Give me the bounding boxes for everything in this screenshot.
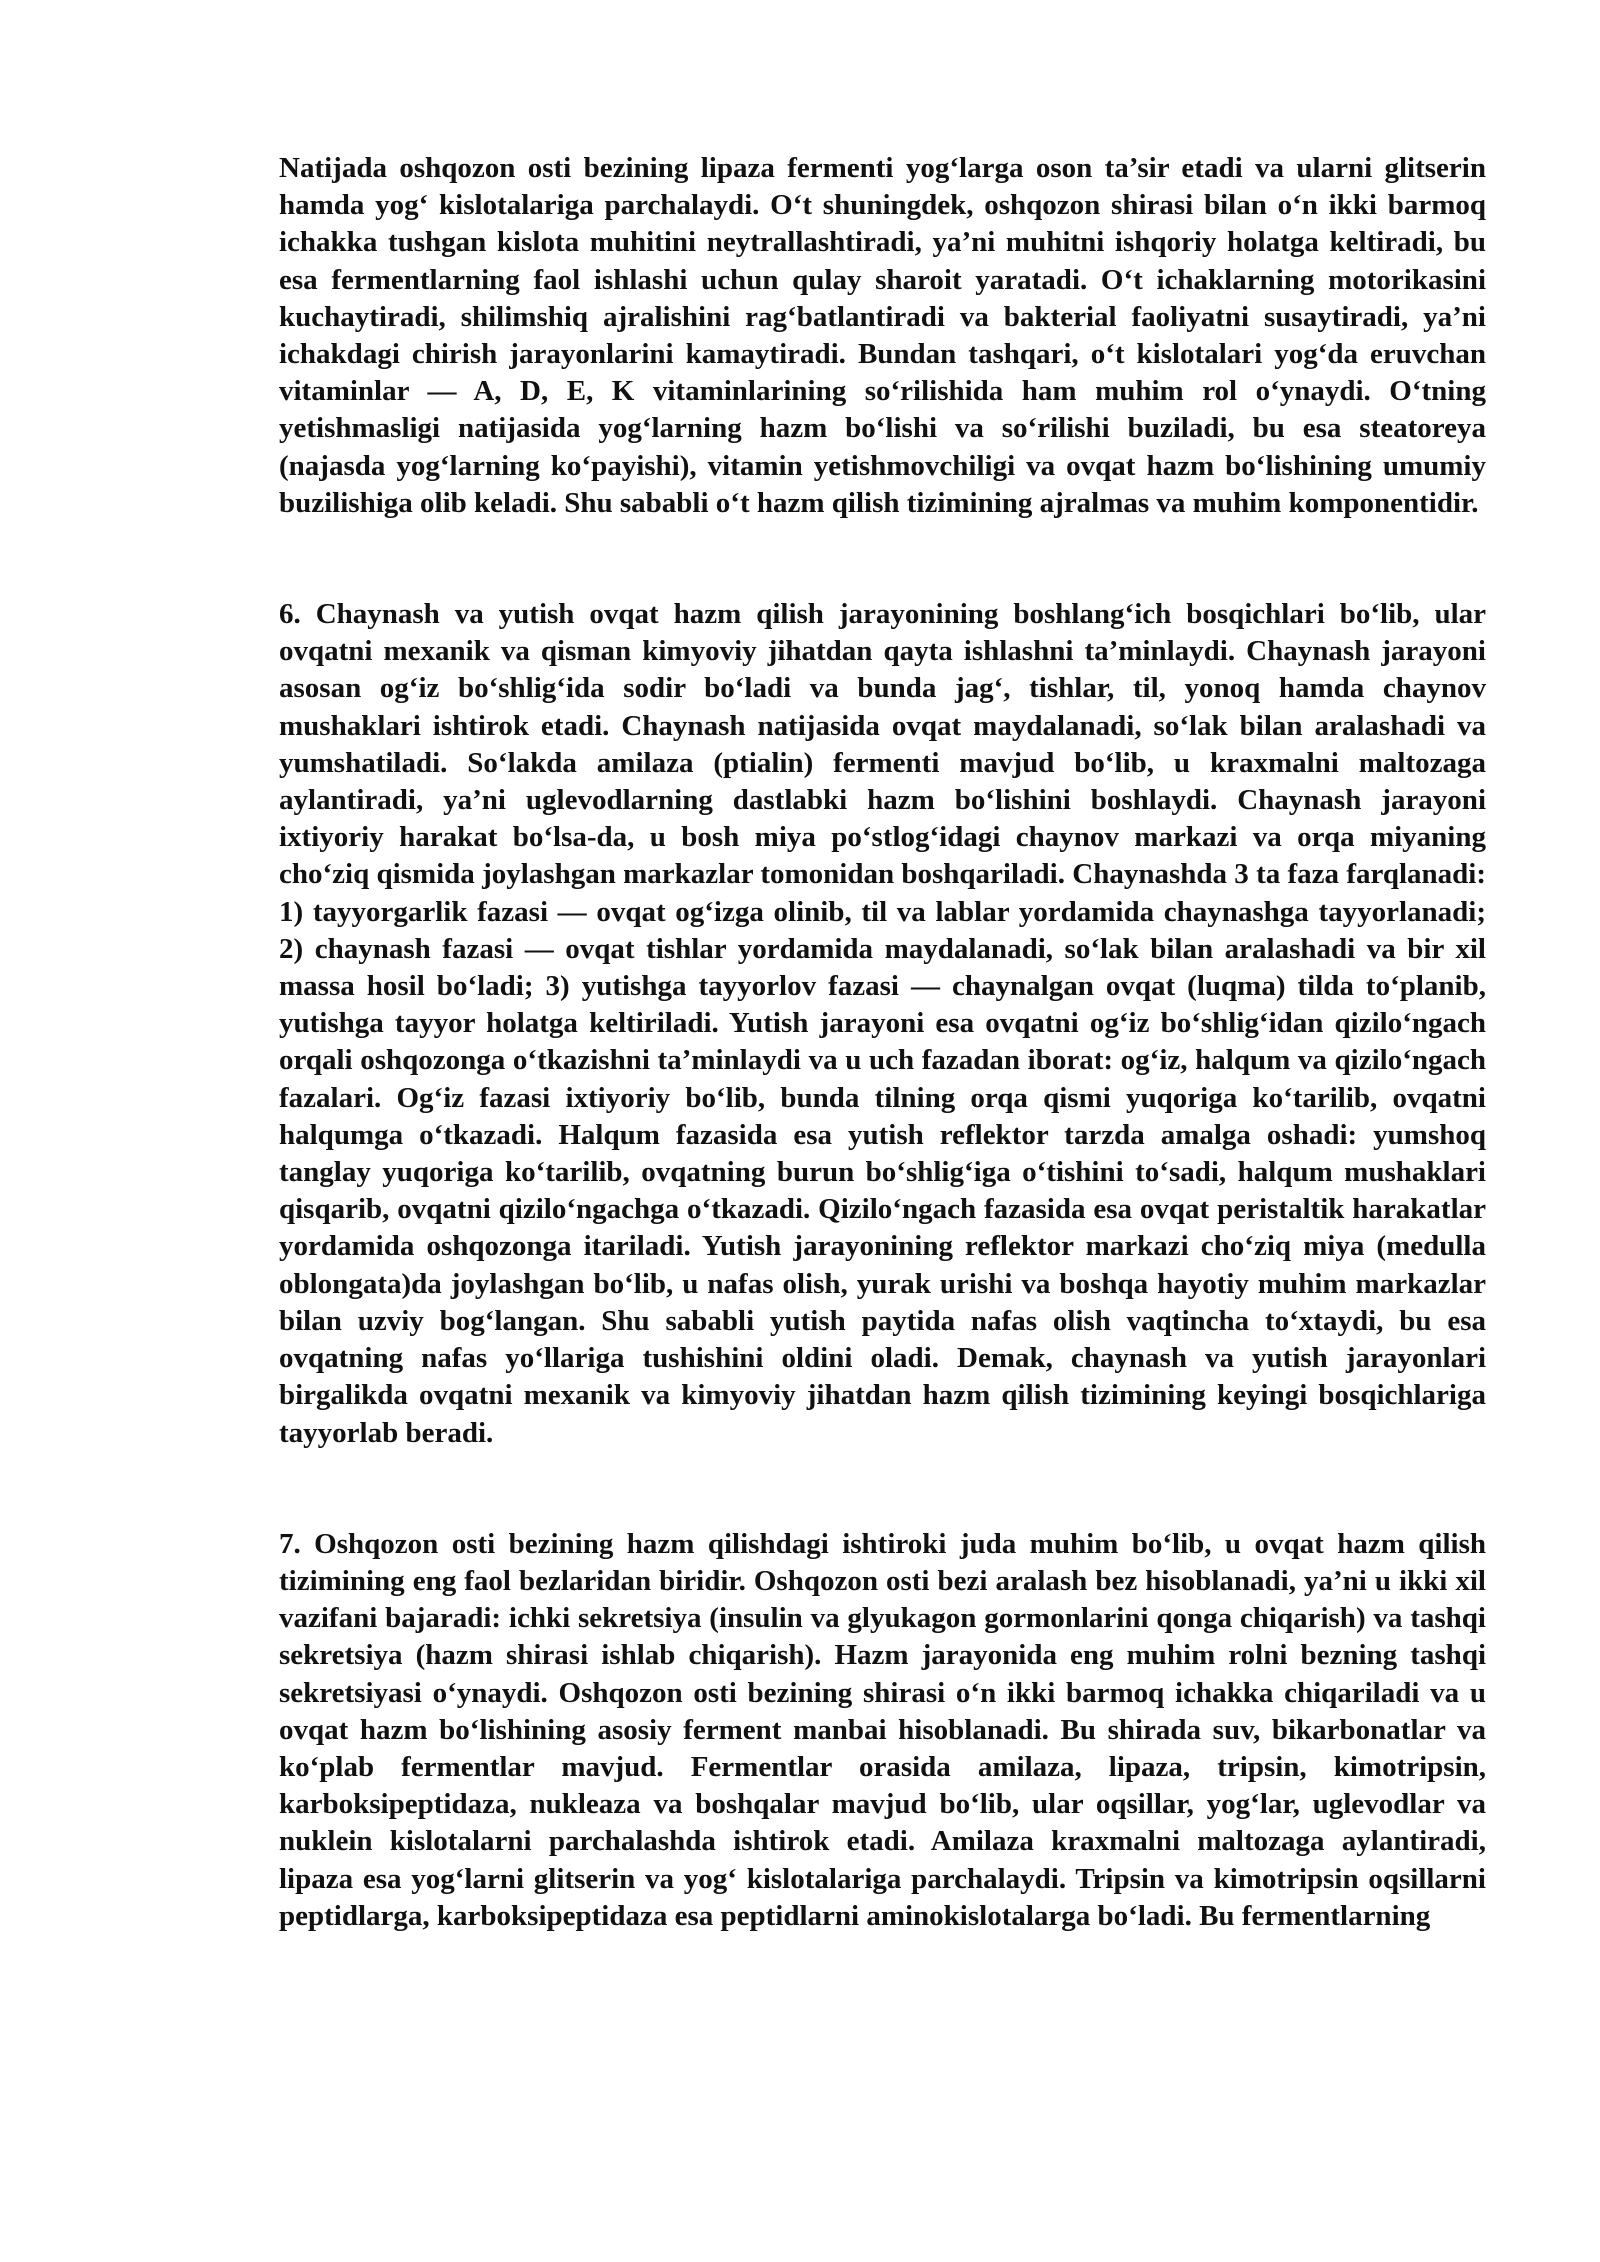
paragraph-pancreas: 7. Oshqozon osti bezining hazm qilishdagi ishtiroki juda muhim bo‘lib, u ovqat hazm qilish tizimining eng faol bezlaridan biridir. Oshqozon osti bezi aralash bez hisoblanadi, ya’ni u ikki xil vazifani bajaradi: ichki sekretsiya (insulin va glyukagon gormonlarini qonga chiqarish) va tashqi sekretsiya (hazm shirasi ishlab chiqarish). Hazm jarayonida eng muhim rolni bezning tashqi sekretsiyasi o‘ynaydi. Oshqozon osti bezining shirasi o‘n ikki barmoq ichakka chiqariladi va u ovqat hazm bo‘lishining asosiy ferment manbai hisoblanadi. Bu shirada suv, bikarbonatlar va ko‘plab fermentlar mavjud. Fermentlar orasida amilaza, lipaza, tripsin, kimotripsin, karboksipeptidaza, nukleaza va boshqalar mavjud bo‘lib, ular oqsillar, yog‘lar, uglevodlar va nuklein kislotalarni parchalashda ishtirok etadi. Amilaza kraxmalni maltozaga aylantiradi, lipaza esa yog‘larni glitserin va yog‘ kislotalariga parchalaydi. Tripsin va kimotripsin oqsillarni peptidlarga, karboksipeptidaza esa peptidlarni aminokislotalarga bo‘ladi. Bu fermentlarning	[279, 1527, 1486, 1932]
paragraph-bile-function: Natijada oshqozon osti bezining lipaza fermenti yog‘larga oson ta’sir etadi va ularni glitserin hamda yog‘ kislotalariga parchalaydi. O‘t shuningdek, oshqozon shirasi bilan o‘n ikki barmoq ichakka tushgan kislota muhitini neytrallashtiradi, ya’ni muhitni ishqoriy holatga keltiradi, bu esa fermentlarning faol ishlashi uchun qulay sharoit yaratadi. O‘t ichaklarning motorikasini kuchaytiradi, shilimshiq ajralishini rag‘batlantiradi va bakterial faoliyatni susaytiradi, ya’ni ichakdagi chirish jarayonlarini kamaytiradi. Bundan tashqari, o‘t kislotalari yog‘da eruvchan vitaminlar — A, D, E, K vitaminlarining so‘rilishida ham muhim rol o‘ynaydi. O‘tning yetishmasligi natijasida yog‘larning hazm bo‘lishi va so‘rilishi buziladi, bu esa steatoreya (najasda yog‘larning ko‘payishi), vitamin yetishmovchiligi va ovqat hazm bo‘lishining umumiy buzilishiga olib keladi. Shu sababli o‘t hazm qilish tizimining ajralmas va muhim komponentidir.	[279, 152, 1486, 519]
paragraph-chewing-swallowing: 6. Chaynash va yutish ovqat hazm qilish jarayonining boshlang‘ich bosqichlari bo‘lib, ular ovqatni mexanik va qisman kimyoviy jihatdan qayta ishlashni ta’minlaydi. Chaynash jarayoni asosan og‘iz bo‘shlig‘ida sodir bo‘ladi va bunda jag‘, tishlar, til, yonoq hamda chaynov mushaklari ishtirok etadi. Chaynash natijasida ovqat maydalanadi, so‘lak bilan aralashadi va yumshatiladi. So‘lakda amilaza (ptialin) fermenti mavjud bo‘lib, u kraxmalni maltozaga aylantiradi, ya’ni uglevodlarning dastlabki hazm bo‘lishini boshlaydi. Chaynash jarayoni ixtiyoriy harakat bo‘lsa-da, u bosh miya po‘stlog‘idagi chaynov markazi va orqa miyaning cho‘ziq qismida joylashgan markazlar tomonidan boshqariladi. Chaynashda 3 ta faza farqlanadi: 1) tayyorgarlik fazasi — ovqat og‘izga olinib, til va lablar yordamida chaynashga tayyorlanadi; 2) chaynash fazasi — ovqat tishlar yordamida maydalanadi, so‘lak bilan aralashadi va bir xil massa hosil bo‘ladi; 3) yutishga tayyorlov fazasi — chaynalgan ovqat (luqma) tilda to‘planib, yutishga tayyor holatga keltiriladi. Yutish jarayoni esa ovqatni og‘iz bo‘shlig‘idan qizilo‘ngach orqali oshqozonga o‘tkazishni ta’minlaydi va u uch fazadan iborat: og‘iz, halqum va qizilo‘ngach fazalari. Og‘iz fazasi ixtiyoriy bo‘lib, bunda tilning orqa qismi yuqoriga ko‘tarilib, ovqatni halqumga o‘tkazadi. Halqum fazasida esa yutish reflektor tarzda amalga oshadi: yumshoq tanglay yuqoriga ko‘tarilib, ovqatning burun bo‘shlig‘iga o‘tishini to‘sadi, halqum mushaklari qisqarib, ovqatni qizilo‘ngachga o‘tkazadi. Qizilo‘ngach fazasida esa ovqat peristaltik harakatlar yordamida oshqozonga itariladi. Yutish jarayonining reflektor markazi cho‘ziq miya (medulla oblongata)da joylashgan bo‘lib, u nafas olish, yurak urishi va boshqa hayotiy muhim markazlar bilan uzviy bog‘langan. Shu sababli yutish paytida nafas olish vaqtincha to‘xtaydi, bu esa ovqatning nafas yo‘llariga tushishini oldini oladi. Demak, chaynash va yutish jarayonlari birgalikda ovqatni mexanik va kimyoviy jihatdan hazm qilish tizimining keyingi bosqichlariga tayyorlab beradi.	[279, 598, 1486, 1449]
document-page	[279, 150, 1486, 1972]
